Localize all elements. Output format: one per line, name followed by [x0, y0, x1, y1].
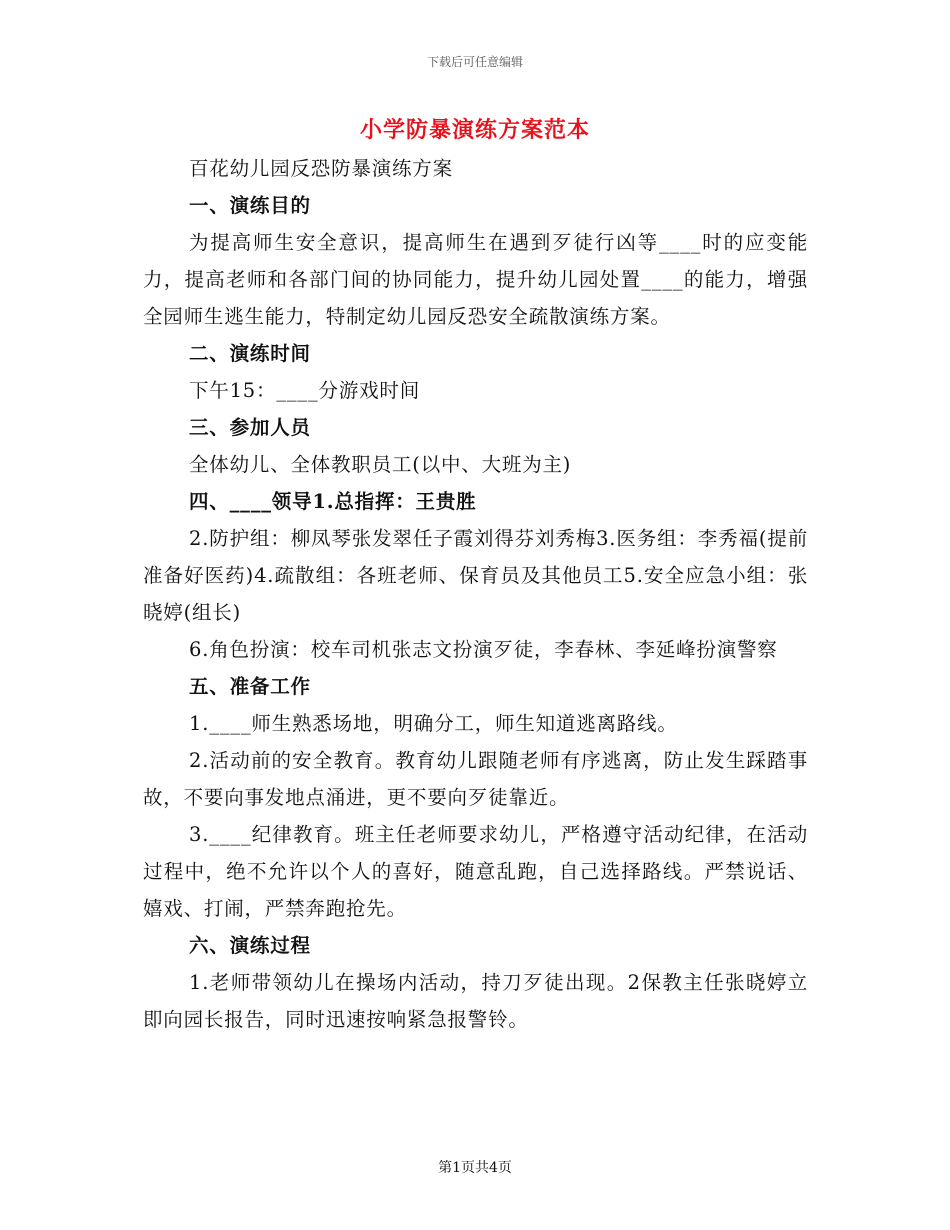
section-heading-2: 二、演练时间 [189, 342, 311, 365]
section-heading-6: 六、演练过程 [189, 934, 311, 957]
page-indicator: 第1页共4页 [438, 1160, 512, 1176]
subtitle-line: 百花幼儿园反恐防暴演练方案 [189, 157, 453, 180]
paragraph-prep-1: 1.____师生熟悉场地，明确分工，师生知道逃离路线。 [189, 712, 678, 735]
section-heading-5: 五、准备工作 [189, 675, 311, 698]
section-heading-4: 四、____领导1.总指挥：王贵胜 [189, 490, 477, 513]
paragraph-roles: 6.角色扮演：校车司机张志文扮演歹徒，李春林、李延峰扮演警察 [189, 638, 778, 661]
paragraph-time: 下午15：____分游戏时间 [189, 379, 421, 402]
paragraph-prep-3: 3.____纪律教育。班主任老师要求幼儿，严格遵守活动纪律，在活动过程中，绝不允许以个人的喜好，随意乱跑，自己选择路线。严禁说话、嬉戏、打闹，严禁奔跑抢先。 [143, 823, 808, 920]
document-body [143, 150, 808, 1038]
paragraph-groups: 2.防护组：柳凤琴张发翠任子霞刘得芬刘秀梅3.医务组：李秀福(提前准备好医药)4.疏散组：各班老师、保育员及其他员工5.安全应急小组：张晓婷(组长) [143, 527, 808, 624]
section-heading-1: 一、演练目的 [189, 194, 311, 217]
header-note: 下载后可任意编辑 [426, 55, 523, 69]
paragraph-participants: 全体幼儿、全体教职员工(以中、大班为主) [189, 453, 572, 476]
paragraph-purpose: 为提高师生安全意识，提高师生在遇到歹徒行凶等____时的应变能力，提高老师和各部门间的协同能力，提升幼儿园处置____的能力，增强全园师生逃生能力，特制定幼儿园反恐安全疏散演练方案。 [143, 231, 808, 328]
document-title: 小学防暴演练方案范本 [359, 117, 590, 143]
section-heading-3: 三、参加人员 [189, 416, 311, 439]
paragraph-prep-2: 2.活动前的安全教育。教育幼儿跟随老师有序逃离，防止发生踩踏事故，不要向事发地点涌进，更不要向歹徒靠近。 [143, 749, 808, 809]
paragraph-process-1: 1.老师带领幼儿在操场内活动，持刀歹徒出现。2保教主任张晓婷立即向园长报告，同时迅速按响紧急报警铃。 [143, 971, 808, 1031]
